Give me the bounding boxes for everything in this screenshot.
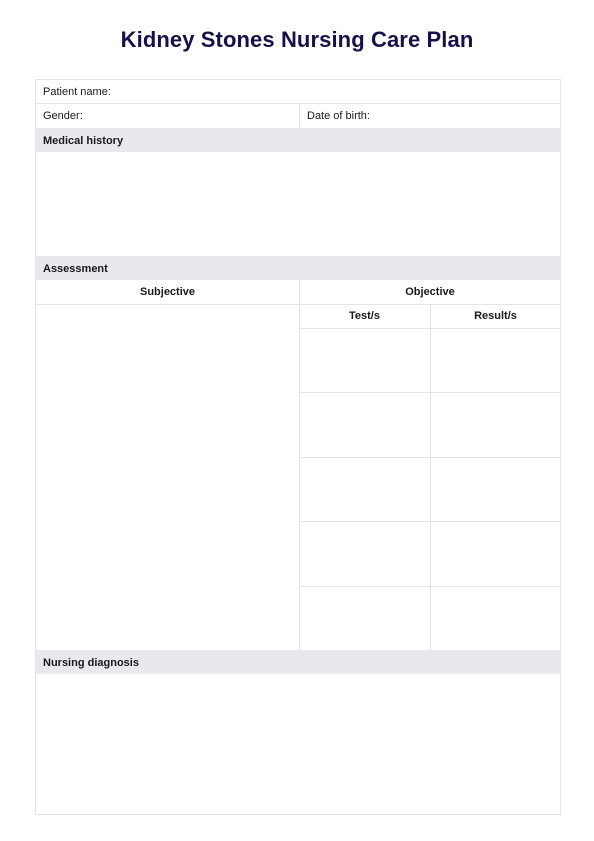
medical-history-heading: Medical history	[43, 135, 124, 147]
divider	[299, 104, 300, 128]
test-cell[interactable]	[300, 393, 430, 457]
gender-dob-row	[36, 104, 560, 128]
patient-name-label: Patient name:	[43, 86, 111, 98]
nursing-diagnosis-header	[36, 650, 560, 674]
result-cell[interactable]	[431, 587, 561, 650]
care-plan-form	[35, 79, 561, 815]
subjective-area[interactable]	[36, 305, 299, 650]
result-cell[interactable]	[431, 393, 561, 457]
assessment-header	[36, 256, 560, 280]
result-cell[interactable]	[431, 458, 561, 521]
test-cell[interactable]	[300, 329, 430, 392]
gender-field[interactable]	[36, 104, 299, 128]
medical-history-header	[36, 128, 560, 152]
medical-history-area[interactable]	[36, 152, 560, 256]
date-of-birth-field[interactable]	[299, 104, 561, 128]
result-cell[interactable]	[431, 522, 561, 586]
assessment-heading: Assessment	[43, 263, 108, 275]
result-cell[interactable]	[431, 329, 561, 392]
date-of-birth-label: Date of birth:	[307, 110, 370, 122]
subjective-heading: Subjective	[139, 286, 196, 298]
tests-heading: Test/s	[349, 310, 380, 322]
test-cell[interactable]	[300, 522, 430, 586]
patient-name-field[interactable]	[36, 80, 560, 104]
results-heading: Result/s	[474, 310, 517, 322]
test-cell[interactable]	[300, 587, 430, 650]
nursing-diagnosis-area[interactable]	[36, 674, 560, 814]
objective-heading: Objective	[405, 286, 455, 298]
nursing-diagnosis-heading: Nursing diagnosis	[43, 657, 139, 669]
page-title: Kidney Stones Nursing Care Plan	[120, 27, 474, 52]
gender-label: Gender:	[43, 110, 83, 122]
test-cell[interactable]	[300, 458, 430, 521]
